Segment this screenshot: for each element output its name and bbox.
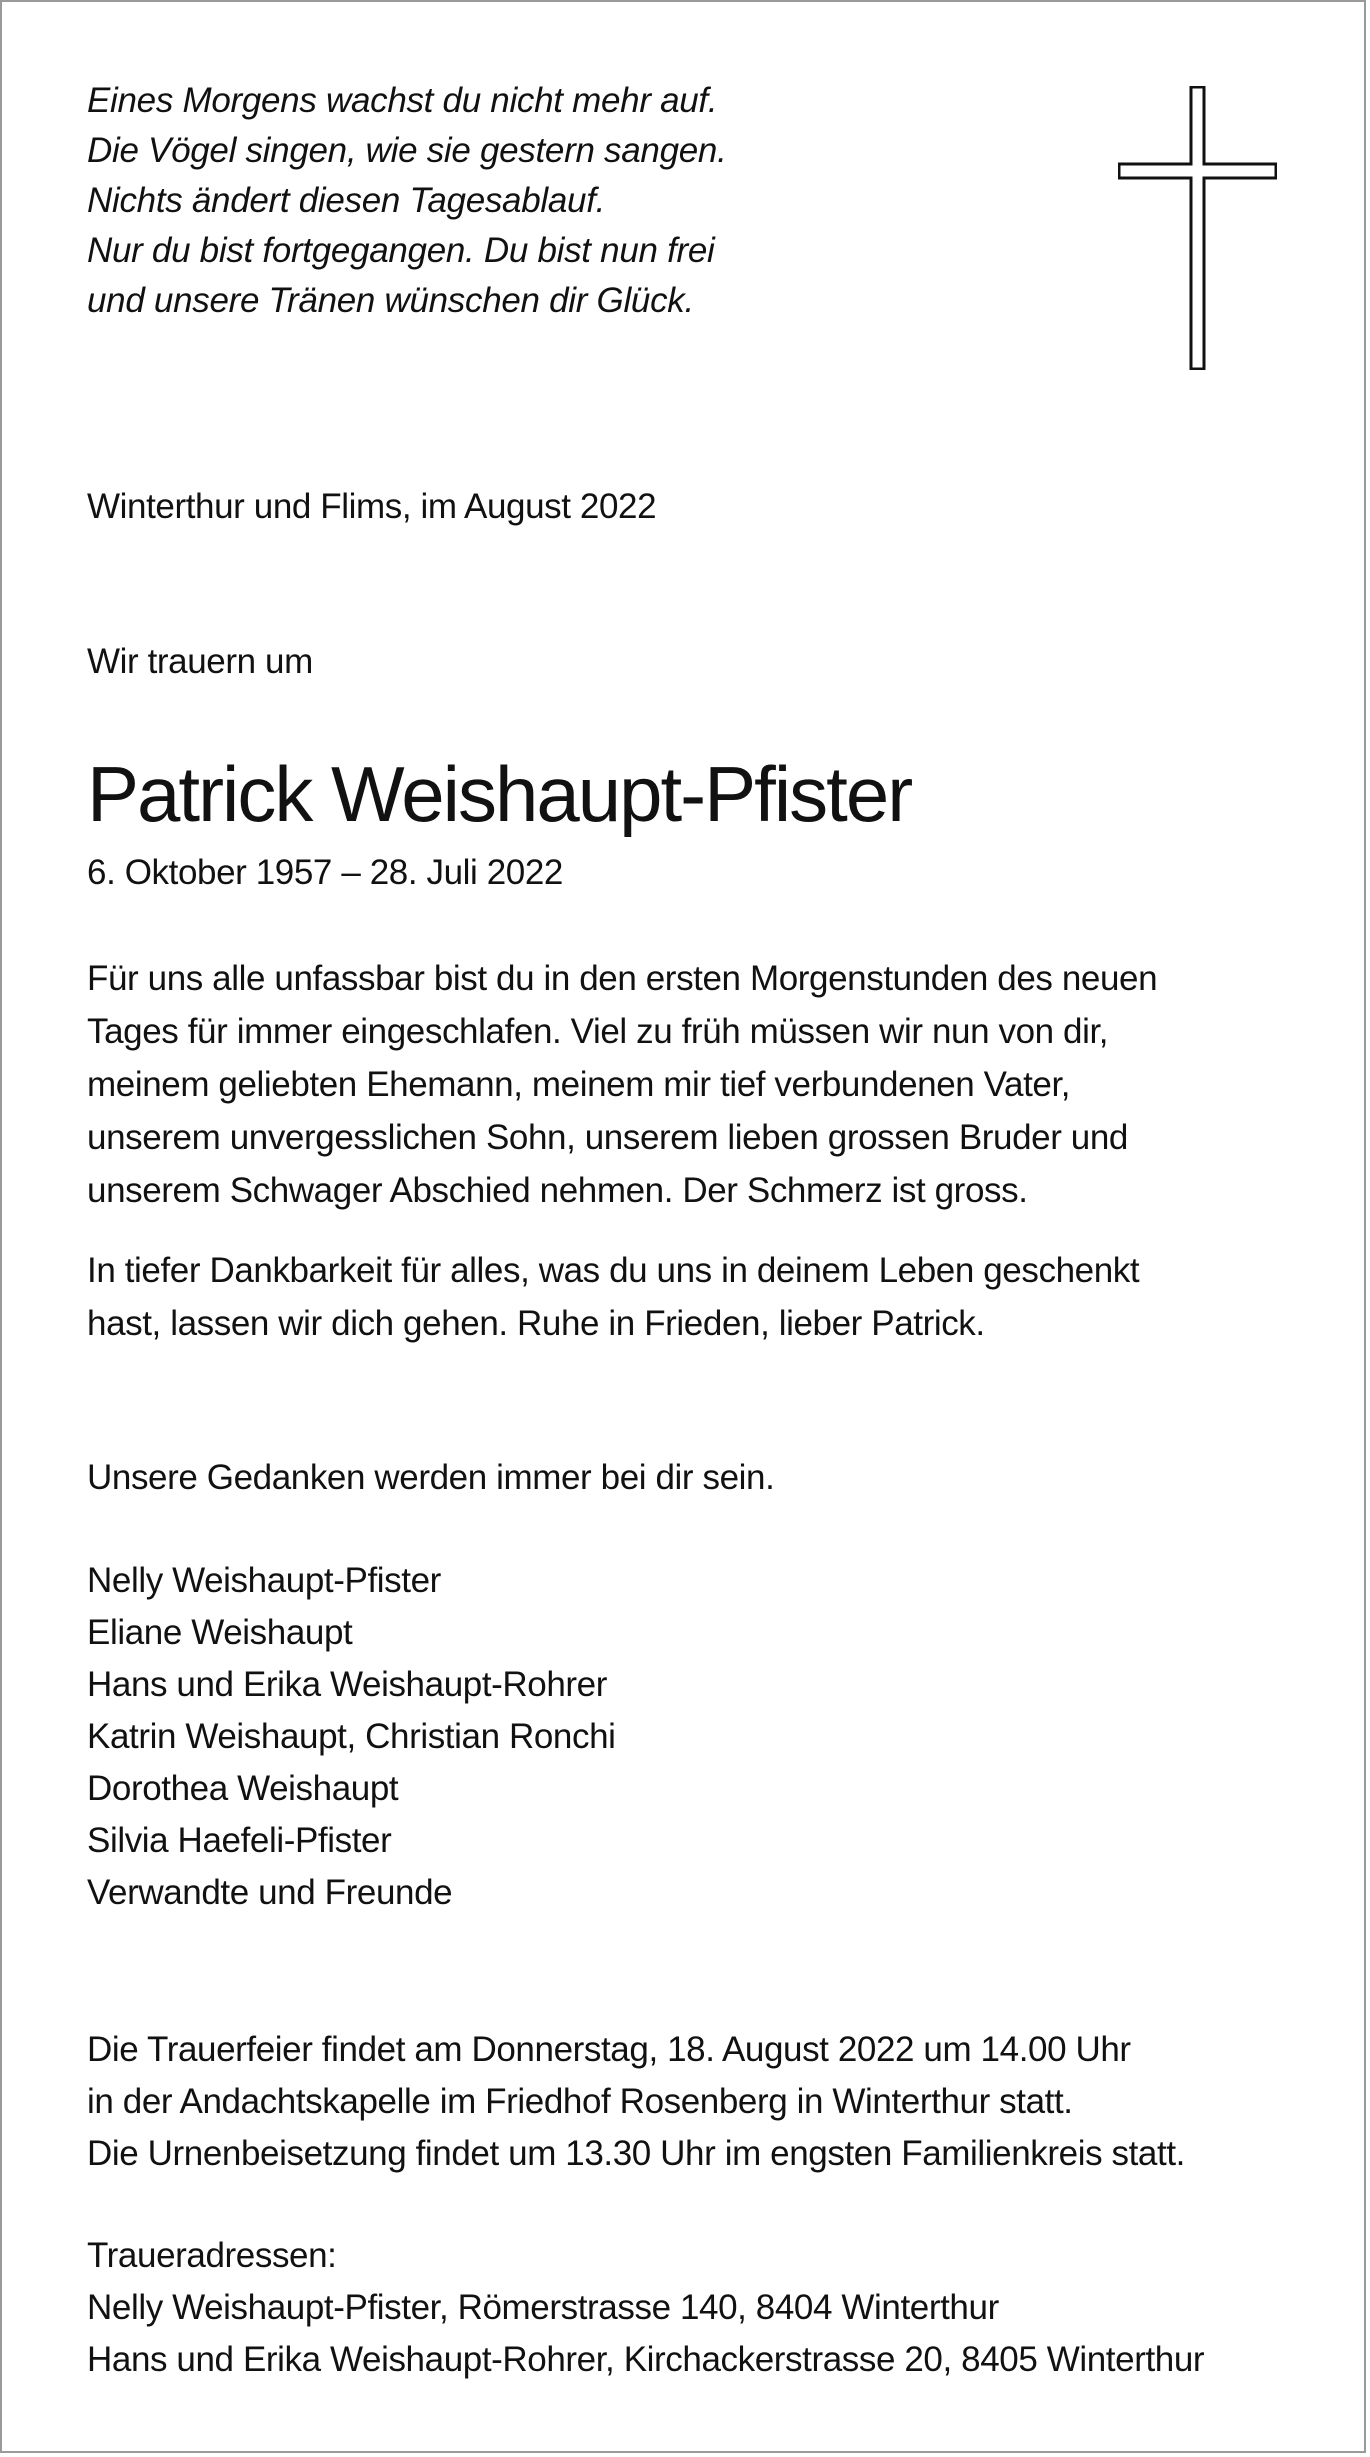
- addresses-heading: Traueradressen:: [87, 2236, 337, 2275]
- paragraph-line: meinem geliebten Ehemann, meinem mir tief verbundenen Vater,: [87, 1065, 1071, 1104]
- cross-icon: [1118, 86, 1277, 370]
- place-date: Winterthur und Flims, im August 2022: [87, 487, 657, 526]
- ceremony-line: in der Andachtskapelle im Friedhof Rosenberg in Winterthur statt.: [87, 2082, 1073, 2121]
- mourner-name: Hans und Erika Weishaupt-Rohrer: [87, 1665, 607, 1704]
- ceremony-line: Die Trauerfeier findet am Donnerstag, 18. August 2022 um 14.00 Uhr: [87, 2030, 1131, 2069]
- paragraph-line: In tiefer Dankbarkeit für alles, was du uns in deinem Leben geschenkt: [87, 1251, 1140, 1290]
- address-line: Hans und Erika Weishaupt-Rohrer, Kirchackerstrasse 20, 8405 Winterthur: [87, 2340, 1205, 2379]
- ceremony-line: Die Urnenbeisetzung findet um 13.30 Uhr im engsten Familienkreis statt.: [87, 2134, 1185, 2173]
- poem-line: Nur du bist fortgegangen. Du bist nun frei: [87, 231, 715, 270]
- mourner-name: Silvia Haefeli-Pfister: [87, 1821, 392, 1860]
- paragraph-line: hast, lassen wir dich gehen. Ruhe in Frieden, lieber Patrick.: [87, 1304, 985, 1343]
- paragraph-line: Für uns alle unfassbar bist du in den ersten Morgenstunden des neuen: [87, 959, 1158, 998]
- intro-text: Wir trauern um: [87, 642, 313, 681]
- tribute-paragraph: [87, 952, 1157, 1217]
- thoughts-line: Unsere Gedanken werden immer bei dir sein.: [87, 1458, 775, 1497]
- poem-line: Die Vögel singen, wie sie gestern sangen.: [87, 131, 727, 170]
- mourning-addresses: [87, 2230, 1204, 2386]
- mourner-name: Nelly Weishaupt-Pfister: [87, 1561, 441, 1600]
- poem-line: Nichts ändert diesen Tagesablauf.: [87, 181, 606, 220]
- address-line: Nelly Weishaupt-Pfister, Römerstrasse 140, 8404 Winterthur: [87, 2288, 999, 2327]
- poem-line: Eines Morgens wachst du nicht mehr auf.: [87, 81, 718, 120]
- mourner-name: Dorothea Weishaupt: [87, 1769, 399, 1808]
- paragraph-line: Tages für immer eingeschlafen. Viel zu früh müssen wir nun von dir,: [87, 1012, 1109, 1051]
- mourner-name: Verwandte und Freunde: [87, 1873, 453, 1912]
- paragraph-line: unserem Schwager Abschied nehmen. Der Schmerz ist gross.: [87, 1171, 1028, 1210]
- life-dates: 6. Oktober 1957 – 28. Juli 2022: [87, 853, 563, 892]
- deceased-name: Patrick Weishaupt-Pfister: [87, 750, 912, 838]
- mourner-name: Katrin Weishaupt, Christian Ronchi: [87, 1717, 616, 1756]
- mourner-name: Eliane Weishaupt: [87, 1613, 353, 1652]
- poem: [87, 76, 727, 326]
- gratitude-paragraph: [87, 1244, 1139, 1350]
- paragraph-line: unserem unvergesslichen Sohn, unserem lieben grossen Bruder und: [87, 1118, 1128, 1157]
- poem-line: und unsere Tränen wünschen dir Glück.: [87, 281, 694, 320]
- mourners-list: [87, 1555, 616, 1919]
- ceremony-info: [87, 2024, 1185, 2180]
